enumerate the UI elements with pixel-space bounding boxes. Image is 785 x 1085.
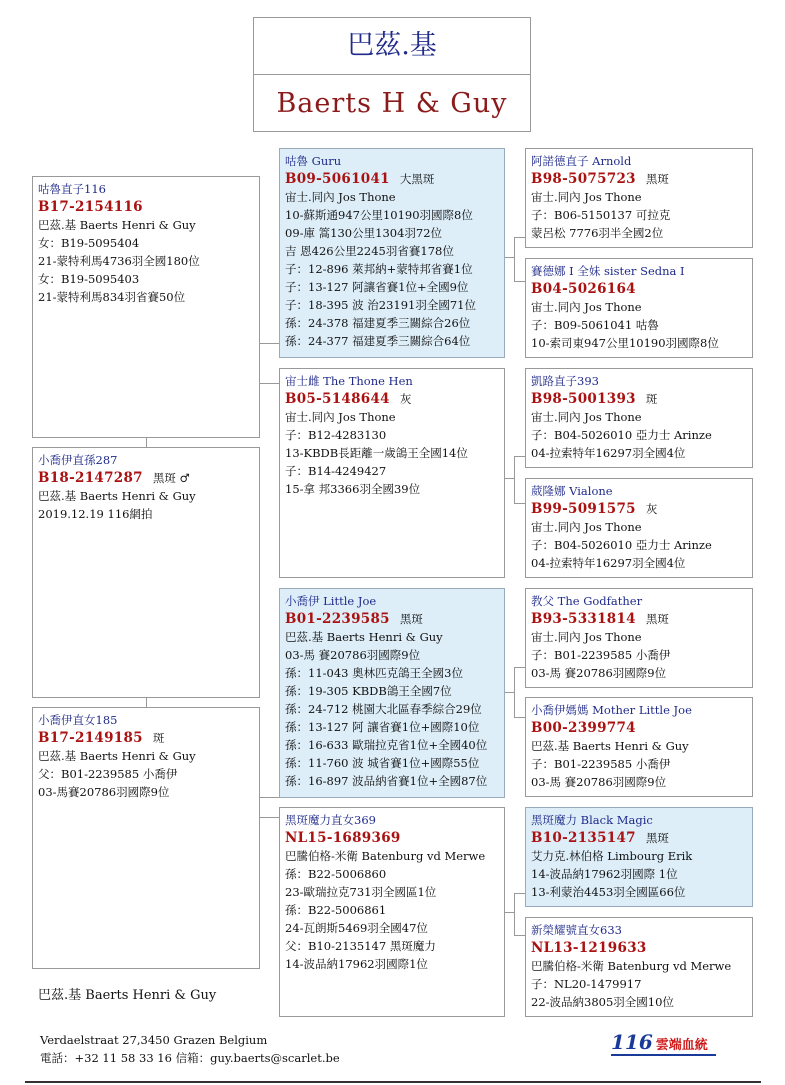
info-line: 2019.12.19 116網拍 bbox=[38, 507, 153, 521]
logo-text: 雲端血統 bbox=[655, 1038, 708, 1053]
info-line: 女：B19-5095403 bbox=[38, 272, 140, 286]
info-line: 04-拉索特年16297羽全國4位 bbox=[531, 556, 686, 570]
info-line: 14-波品納17962羽國際 1位 bbox=[531, 867, 678, 881]
pigeon-color: 黑斑 bbox=[645, 172, 669, 186]
info-line: 巴茲.基 Baerts Henri & Guy bbox=[38, 749, 196, 763]
info-line: 孫：24-377 福建夏季三關綜合64位 bbox=[285, 334, 471, 348]
pigeon-name: 阿諾德直子 Arnold bbox=[531, 154, 632, 168]
ring-number: B05-5148644 bbox=[285, 391, 390, 407]
info-line: 子：NL20-1479917 bbox=[531, 977, 642, 991]
footer-contact: 電話：+32 11 58 33 16 信箱：guy.baerts@scarlet.be bbox=[40, 1051, 340, 1065]
pigeon-color: 黑斑 bbox=[645, 612, 669, 626]
site-logo bbox=[611, 1030, 721, 1058]
info-line: 孫：16-633 歐瑞拉克省1位+全國40位 bbox=[285, 738, 488, 752]
ring-number: B10-2135147 bbox=[531, 830, 636, 846]
connector-line bbox=[505, 912, 514, 913]
info-line: 宙士.同內 Jos Thone bbox=[531, 190, 642, 204]
pigeon-name: 咕魯直子116 bbox=[38, 182, 106, 196]
pigeon-color: 黑斑 bbox=[399, 612, 423, 626]
info-line: 孫：B22-5006861 bbox=[285, 903, 387, 917]
pigeon-name: 小喬伊 Little Joe bbox=[285, 594, 377, 608]
pigeon-name: 咕魯 Guru bbox=[285, 154, 342, 168]
connector-line bbox=[514, 667, 525, 668]
connector-line bbox=[514, 456, 515, 504]
title-chinese: 巴茲.基 bbox=[254, 18, 530, 75]
ring-number: NL15-1689369 bbox=[285, 830, 401, 846]
info-line: 10-索司東947公里10190羽國際8位 bbox=[531, 336, 719, 350]
pigeon-name: 教父 The Godfather bbox=[531, 594, 643, 608]
info-line: 子：B01-2239585 小喬伊 bbox=[531, 757, 671, 771]
info-line: 21-蒙特利馬4736羽全國180位 bbox=[38, 254, 200, 268]
ring-number: B99-5091575 bbox=[531, 501, 636, 517]
pigeon-name: 小喬伊直孫287 bbox=[38, 453, 118, 467]
info-line: 09-庫 篙130公里1304羽72位 bbox=[285, 226, 443, 240]
connector-line bbox=[514, 237, 515, 282]
parent-card bbox=[279, 368, 505, 578]
info-line: 女：B19-5095404 bbox=[38, 236, 140, 250]
bottom-rule bbox=[25, 1081, 761, 1083]
connector-line bbox=[514, 237, 525, 238]
info-line: 孫：24-712 桃園大北區春季綜合29位 bbox=[285, 702, 482, 716]
grandparent-card bbox=[525, 478, 753, 578]
info-line: 宙士.同內 Jos Thone bbox=[531, 520, 642, 534]
info-line: 宙士.同內 Jos Thone bbox=[531, 630, 642, 644]
related-card bbox=[32, 707, 260, 969]
info-line: 子：18-395 波 治23191羽全國71位 bbox=[285, 298, 476, 312]
ring-number: B17-2149185 bbox=[38, 730, 143, 746]
connector-line bbox=[514, 281, 525, 282]
pigeon-name: 凱路直子393 bbox=[531, 374, 599, 388]
info-line: 子：B09-5061041 咕魯 bbox=[531, 318, 659, 332]
info-line: 子：B01-2239585 小喬伊 bbox=[531, 648, 671, 662]
info-line: 宙士.同內 Jos Thone bbox=[531, 300, 642, 314]
pigeon-name: 小喬伊媽媽 Mother Little Joe bbox=[531, 703, 692, 717]
pigeon-color: 斑 bbox=[152, 731, 165, 745]
ring-number: B09-5061041 bbox=[285, 171, 390, 187]
info-line: 父：B01-2239585 小喬伊 bbox=[38, 767, 178, 781]
connector-line bbox=[505, 692, 514, 693]
info-line: 子：B04-5026010 亞力士 Arinze bbox=[531, 428, 712, 442]
ring-number: B01-2239585 bbox=[285, 611, 390, 627]
info-line: 巴茲.基 Baerts Henri & Guy bbox=[285, 630, 443, 644]
ring-number: B98-5075723 bbox=[531, 171, 636, 187]
info-line: 宙士.同內 Jos Thone bbox=[285, 190, 396, 204]
pigeon-color: 灰 bbox=[645, 502, 658, 516]
info-line: 03-馬賽20786羽國際9位 bbox=[38, 785, 170, 799]
ring-number: B18-2147287 bbox=[38, 470, 143, 486]
ring-number: B04-5026164 bbox=[531, 281, 636, 297]
grandparent-card bbox=[525, 917, 753, 1017]
info-line: 24-瓦朗斯5469羽全國47位 bbox=[285, 921, 428, 935]
parent-card bbox=[279, 588, 505, 798]
connector-line bbox=[259, 797, 280, 798]
pigeon-name: 宙士雌 The Thone Hen bbox=[285, 374, 413, 388]
connector-line bbox=[259, 343, 280, 344]
info-line: 艾力克.林伯格 Limbourg Erik bbox=[531, 849, 693, 863]
info-line: 子：B06-5150137 可拉克 bbox=[531, 208, 671, 222]
ring-number: NL13-1219633 bbox=[531, 940, 647, 956]
info-line: 21-蒙特利馬834羽省賽50位 bbox=[38, 290, 186, 304]
connector-line bbox=[514, 893, 525, 894]
connector-line bbox=[259, 383, 280, 384]
info-line: 22-波品納3805羽全國10位 bbox=[531, 995, 674, 1009]
connector-line bbox=[514, 717, 525, 718]
connector-line bbox=[259, 817, 280, 818]
info-line: 孫：13-127 阿 讓省賽1位+國際10位 bbox=[285, 720, 480, 734]
pigeon-name: 黑斑魔力 Black Magic bbox=[531, 813, 653, 827]
info-line: 孫：11-760 波 城省賽1位+國際55位 bbox=[285, 756, 480, 770]
pigeon-name: 新榮耀號直女633 bbox=[531, 923, 622, 937]
connector-line bbox=[505, 257, 514, 258]
pigeon-name: 葳隆娜 Vialone bbox=[531, 484, 613, 498]
pigeon-color: 灰 bbox=[399, 392, 412, 406]
ring-number: B17-2154116 bbox=[38, 199, 143, 215]
title-box bbox=[253, 17, 531, 132]
connector-line bbox=[505, 478, 514, 479]
ring-number: B00-2399774 bbox=[531, 720, 636, 736]
pigeon-color: 斑 bbox=[645, 392, 658, 406]
pigeon-color: 大黑斑 bbox=[399, 172, 435, 186]
info-line: 孫：19-305 KBDB鴿王全國7位 bbox=[285, 684, 452, 698]
info-line: 巴騰伯格-米衛 Batenburg vd Merwe bbox=[285, 849, 486, 863]
pigeon-color: 黑斑 bbox=[645, 831, 669, 845]
connector-line bbox=[514, 893, 515, 936]
connector-line bbox=[514, 456, 525, 457]
info-line: 巴茲.基 Baerts Henri & Guy bbox=[38, 489, 196, 503]
info-line: 蒙呂松 7776羽半全國2位 bbox=[531, 226, 664, 240]
grandparent-card bbox=[525, 258, 753, 358]
related-card bbox=[32, 176, 260, 438]
title-english: Baerts H & Guy bbox=[276, 88, 508, 119]
connector-line bbox=[514, 503, 525, 504]
info-line: 子：B04-5026010 亞力士 Arinze bbox=[531, 538, 712, 552]
connector-line bbox=[514, 667, 515, 718]
info-line: 23-歐瑞拉克731羽全國區1位 bbox=[285, 885, 437, 899]
parent-card bbox=[279, 807, 505, 1017]
ring-number: B93-5331814 bbox=[531, 611, 636, 627]
info-line: 14-波品納17962羽國際1位 bbox=[285, 957, 428, 971]
pigeon-color: 黑斑 ♂ bbox=[152, 471, 190, 485]
info-line: 子：12-896 萊邦納+蒙特邦省賽1位 bbox=[285, 262, 473, 276]
grandparent-card bbox=[525, 697, 753, 797]
pigeon-name: 小喬伊直女185 bbox=[38, 713, 118, 727]
info-line: 15-拿 邦3366羽全國39位 bbox=[285, 482, 421, 496]
info-line: 10-蘇斯通947公里10190羽國際8位 bbox=[285, 208, 473, 222]
info-line: 03-馬 賽20786羽國際9位 bbox=[531, 666, 667, 680]
logo-underline bbox=[611, 1054, 716, 1056]
info-line: 孫：24-378 福建夏季三關綜合26位 bbox=[285, 316, 471, 330]
info-line: 孫：16-897 波品納省賽1位+全國87位 bbox=[285, 774, 488, 788]
info-line: 03-馬 賽20786羽國際9位 bbox=[285, 648, 421, 662]
info-line: 13-KBDB長距離一歲鴿王全國14位 bbox=[285, 446, 468, 460]
info-line: 巴茲.基 Baerts Henri & Guy bbox=[38, 218, 196, 232]
info-line: 宙士.同內 Jos Thone bbox=[285, 410, 396, 424]
grandparent-card bbox=[525, 148, 753, 248]
grandparent-card bbox=[525, 368, 753, 468]
info-line: 孫：11-043 奧林匹克鴿王全國3位 bbox=[285, 666, 463, 680]
connector-line bbox=[514, 935, 525, 936]
parent-card bbox=[279, 148, 505, 358]
info-line: 吉 恩426公里2245羽省賽178位 bbox=[285, 244, 454, 258]
ring-number: B98-5001393 bbox=[531, 391, 636, 407]
grandparent-card bbox=[525, 807, 753, 907]
info-line: 子：13-127 阿讓省賽1位+全國9位 bbox=[285, 280, 469, 294]
subject-card bbox=[32, 447, 260, 698]
info-line: 13-利蒙治4453羽全國區66位 bbox=[531, 885, 686, 899]
info-line: 孫：B22-5006860 bbox=[285, 867, 387, 881]
footer-address: Verdaelstraat 27,3450 Grazen Belgium bbox=[40, 1033, 268, 1047]
info-line: 03-馬 賽20786羽國際9位 bbox=[531, 775, 667, 789]
pigeon-name: 黑斑魔力直女369 bbox=[285, 813, 376, 827]
info-line: 巴茲.基 Baerts Henri & Guy bbox=[531, 739, 689, 753]
info-line: 04-拉索特年16297羽全國4位 bbox=[531, 446, 686, 460]
info-line: 巴騰伯格-米衛 Batenburg vd Merwe bbox=[531, 959, 732, 973]
info-line: 子：B14-4249427 bbox=[285, 464, 387, 478]
logo-number: 116 bbox=[611, 1030, 653, 1054]
info-line: 子：B12-4283130 bbox=[285, 428, 387, 442]
pigeon-name: 賽德娜 I 全妹 sister Sedna I bbox=[531, 264, 685, 278]
grandparent-card bbox=[525, 588, 753, 688]
info-line: 父：B10-2135147 黑斑魔力 bbox=[285, 939, 436, 953]
breeder-name: 巴茲.基 Baerts Henri & Guy bbox=[38, 988, 217, 1003]
info-line: 宙士.同內 Jos Thone bbox=[531, 410, 642, 424]
